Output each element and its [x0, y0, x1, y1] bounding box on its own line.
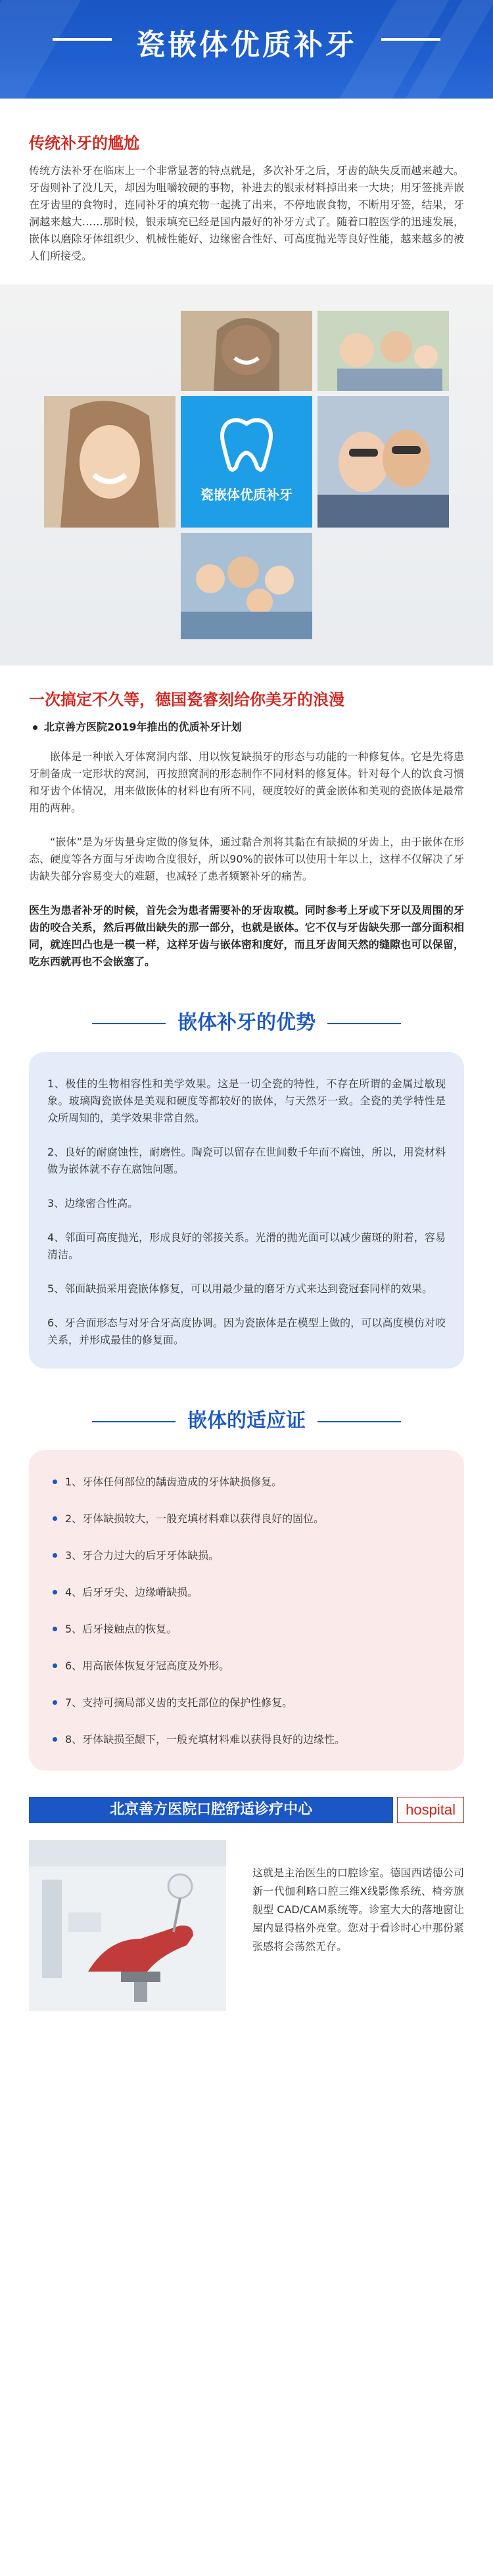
dental-chair-photo: [29, 1840, 226, 2011]
bullet-dot: [53, 1627, 57, 1631]
tooth-icon: [215, 413, 278, 476]
indication-item: [53, 1621, 440, 1638]
bullet-dot: [53, 1590, 57, 1594]
indications-card: [29, 1450, 464, 1771]
bullet-dot: [33, 725, 37, 730]
laughing-woman-photo: [44, 396, 176, 528]
group-photo: [181, 533, 312, 639]
family-photo: [317, 311, 449, 391]
center-logo-tile: [181, 396, 312, 528]
header-banner: [0, 0, 493, 99]
section-inlay-intro: [0, 666, 493, 970]
inlay-definition: 嵌体是一种嵌入牙体窝洞内部、用以恢复缺损牙的形态与功能的一种修复体。它是先将患牙制备成一定形状的窝洞，再按照窝洞的形态制作不同材料的修复体。针对每个人的饮食习惯和牙齿个体情况，用来做嵌体的材料也有所不同，硬度较好的黄金嵌体和美观的瓷嵌体是最常用的两种。: [29, 750, 464, 814]
indication-text: 3、牙合力过大的后牙牙体缺损。: [65, 1549, 220, 1562]
advantages-card: [29, 1052, 464, 1368]
advantage-item: 5、邻面缺损采用瓷嵌体修复，可以用最少量的磨牙方式来达到瓷冠套同样的效果。: [47, 1282, 433, 1295]
indications-heading: 嵌体的适应证: [176, 1409, 317, 1432]
footer-space: [0, 2011, 493, 2037]
bullet-dot: [53, 1553, 57, 1558]
bullet-dot: [53, 1480, 57, 1484]
plan-bullet: [33, 719, 464, 734]
advantages-heading: 嵌体补牙的优势: [166, 1011, 327, 1034]
center-tile-label: 瓷嵌体优质补牙: [200, 487, 293, 503]
smiling-woman-photo: [181, 311, 312, 391]
section-heading: 一次搞定不久等，德国瓷睿刻给你美牙的浪漫: [29, 690, 344, 709]
clinic-section: [29, 1840, 464, 2011]
section-body: 传统方法补牙在临床上一个非常显著的特点就是，多次补牙之后，牙齿的缺失反而越来越大。牙齿则补了没几天，却因为咀嚼较硬的事物，补进去的银汞材料掉出来一大块；用牙签挑弄嵌在牙齿里的食物时，连同补牙的填充物一起挑了出来，不停地嵌食物，不断用牙签，结果，牙洞越来越大……那时候，银汞填充已经是国内最好的补牙方式了。随着口腔医学的迅速发展，嵌体以磨除牙体组织少、机械性能好、边缘密合性好、可高度抛光等良好性能，越来越多的被人们所接受。: [29, 164, 464, 262]
section-traditional: [0, 99, 493, 265]
bullet-dot: [53, 1700, 57, 1705]
advantage-item: 3、边缘密合性高。: [47, 1197, 139, 1209]
indication-text: 8、牙体缺损至龈下，一般充填材料难以获得良好的边缘性。: [65, 1733, 346, 1746]
indication-item: [53, 1510, 440, 1527]
indication-item: [53, 1474, 440, 1491]
advantage-item: 4、邻面可高度抛光，形成良好的邻接关系。光滑的抛光面可以减少菌斑的附着，容易清洁。: [47, 1231, 446, 1261]
bullet-dot: [53, 1737, 57, 1742]
indication-text: 4、后牙牙尖、边缘嵴缺损。: [65, 1586, 199, 1598]
clinic-description: 这就是主治医生的口腔诊室。德国西诺德公司新一代伽利略口腔三维X线影像系统、椅旁旗舰型 CAD/CAM系统等。诊室大大的落地窗让屋内显得格外亮堂。您对于看诊时心中那份紧张感将会荡然无存。: [252, 1866, 464, 1953]
indication-item: [53, 1584, 440, 1601]
bullet-dot: [53, 1516, 57, 1521]
indication-text: 7、支持可摘局部义齿的支托部位的保护性修复。: [65, 1696, 293, 1709]
inlay-benefit: “嵌体”是为牙齿量身定做的修复体，通过黏合剂将其黏在有缺损的牙齿上，由于嵌体在形态、硬度等各方面与牙齿吻合度很好，所以90%的嵌体可以使用十年以上，这样不仅解决了牙齿缺失部分容易变大的难题，也减轻了患者频繁补牙的痛苦。: [29, 836, 464, 882]
indication-text: 6、用高嵌体恢复牙冠高度及外形。: [65, 1660, 230, 1672]
indication-text: 2、牙体缺损较大，一般充填材料难以获得良好的固位。: [65, 1512, 325, 1525]
clinic-tag: hospital: [397, 1797, 464, 1823]
section-heading: 传统补牙的尴尬: [29, 134, 139, 152]
indication-item: [53, 1658, 440, 1675]
indication-item: [53, 1731, 440, 1748]
page-title: 瓷嵌体优质补牙: [136, 28, 357, 62]
indication-text: 5、后牙接触点的恢复。: [65, 1623, 177, 1635]
indications-title: [0, 1408, 493, 1434]
couple-photo: [317, 396, 449, 528]
indication-item: [53, 1694, 440, 1711]
clinic-banner: [29, 1797, 464, 1823]
title-bar-right: [381, 38, 440, 41]
advantage-item: 1、极佳的生物相容性和美学效果。这是一切全瓷的特性，不存在所谓的金属过敏现象。玻璃陶瓷嵌体是美观和硬度等都较好的嵌体，与天然牙一致。全瓷的美学特性是众所周知的，美学效果非常自然。: [47, 1077, 446, 1124]
inlay-process: 医生为患者补牙的时候，首先会为患者需要补的牙齿取模。同时参考上牙或下牙以及周围的牙齿的咬合关系，然后再做出缺失的那一部分，也就是嵌体。它不仅与牙齿缺失那一部分面积相同，就连凹凸也是一模一样，这样牙齿与嵌体密和度好，而且牙齿间天然的缝隙也可以保留，吃东西就再也不会嵌塞了。: [29, 904, 464, 968]
indication-item: [53, 1547, 440, 1564]
plan-bullet-text: 北京善方医院2019年推出的优质补牙计划: [44, 721, 242, 733]
bullet-dot: [53, 1663, 57, 1668]
photo-collage: [0, 284, 493, 666]
indication-text: 1、牙体任何部位的龋齿造成的牙体缺损修复。: [65, 1476, 283, 1488]
advantages-title: [0, 1010, 493, 1036]
clinic-name: 北京善方医院口腔舒适诊疗中心: [29, 1797, 393, 1823]
advantage-item: 2、良好的耐腐蚀性，耐磨性。陶瓷可以留存在世间数千年而不腐蚀，所以，用瓷材料做为嵌体就不存在腐蚀问题。: [47, 1146, 446, 1175]
advantage-item: 6、牙合面形态与对牙合牙高度协调。因为瓷嵌体是在模型上做的，可以高度模仿对咬关系，并形成最佳的修复面。: [47, 1317, 446, 1346]
